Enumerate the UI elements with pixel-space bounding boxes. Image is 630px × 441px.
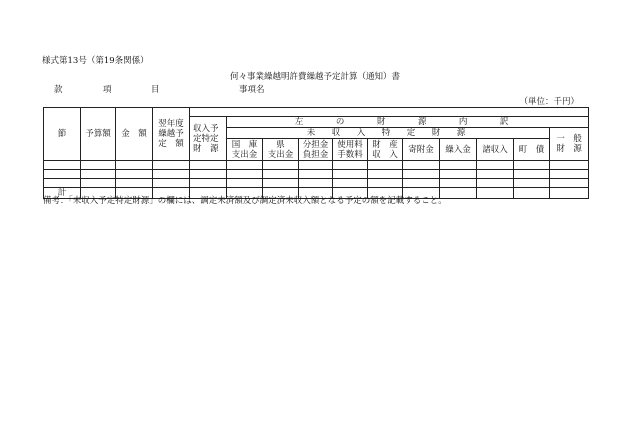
table-row <box>44 179 589 188</box>
header-mishunyu-tokutei: 未 収 入 特 定 財 源 <box>227 128 550 139</box>
form-number: 様式第13号（第19条関係） <box>42 56 149 66</box>
label-kou: 項 <box>103 85 112 95</box>
remarks-note: 備考：「未収入予定特定財源」の欄には、調定未済額及び調定済未収入額となる予定の額を記載すること。 <box>43 196 447 206</box>
header-row-1 <box>44 108 589 117</box>
header-buntankin: 分担金 負担金 <box>299 139 333 161</box>
header-shiyoryo: 使用料 手数料 <box>333 139 368 161</box>
header-ken: 県 支出金 <box>263 139 299 161</box>
header-kokko: 国 庫 支出金 <box>227 139 263 161</box>
header-yosan-gaku: 予算額 <box>81 108 116 161</box>
header-shunyu-yotei: 収入予 定特定 財 源 <box>190 117 227 161</box>
label-moku: 目 <box>151 85 160 95</box>
table-row <box>44 170 589 179</box>
unit-note: （単位：千円） <box>519 97 579 107</box>
total-label: 計 <box>44 188 81 199</box>
header-chousai: 町 債 <box>514 139 550 161</box>
header-zaisan: 財 産 収 入 <box>368 139 403 161</box>
header-yokunendo-kurikoshi: 翌年度 繰越予 定 額 <box>153 108 190 161</box>
header-kifukin: 寄附金 <box>403 139 440 161</box>
carryover-budget-table <box>43 107 589 199</box>
header-setsu: 節 <box>44 108 81 161</box>
header-kingaku: 金 額 <box>116 108 153 161</box>
header-kurinyukin: 繰入金 <box>440 139 477 161</box>
header-ippan-zaigen: 一 般 財 源 <box>550 128 589 161</box>
document-title: 何々事業繰越明許費繰越予定計算（通知）書 <box>229 72 400 82</box>
label-jikoumei: 事項名 <box>239 85 265 95</box>
label-kan: 款 <box>54 85 63 95</box>
header-shoshunyu: 諸収入 <box>477 139 514 161</box>
table-row <box>44 161 589 170</box>
header-zaigen-uchiwake: 左 の 財 源 内 訳 <box>227 117 589 128</box>
header-filler <box>190 108 589 117</box>
